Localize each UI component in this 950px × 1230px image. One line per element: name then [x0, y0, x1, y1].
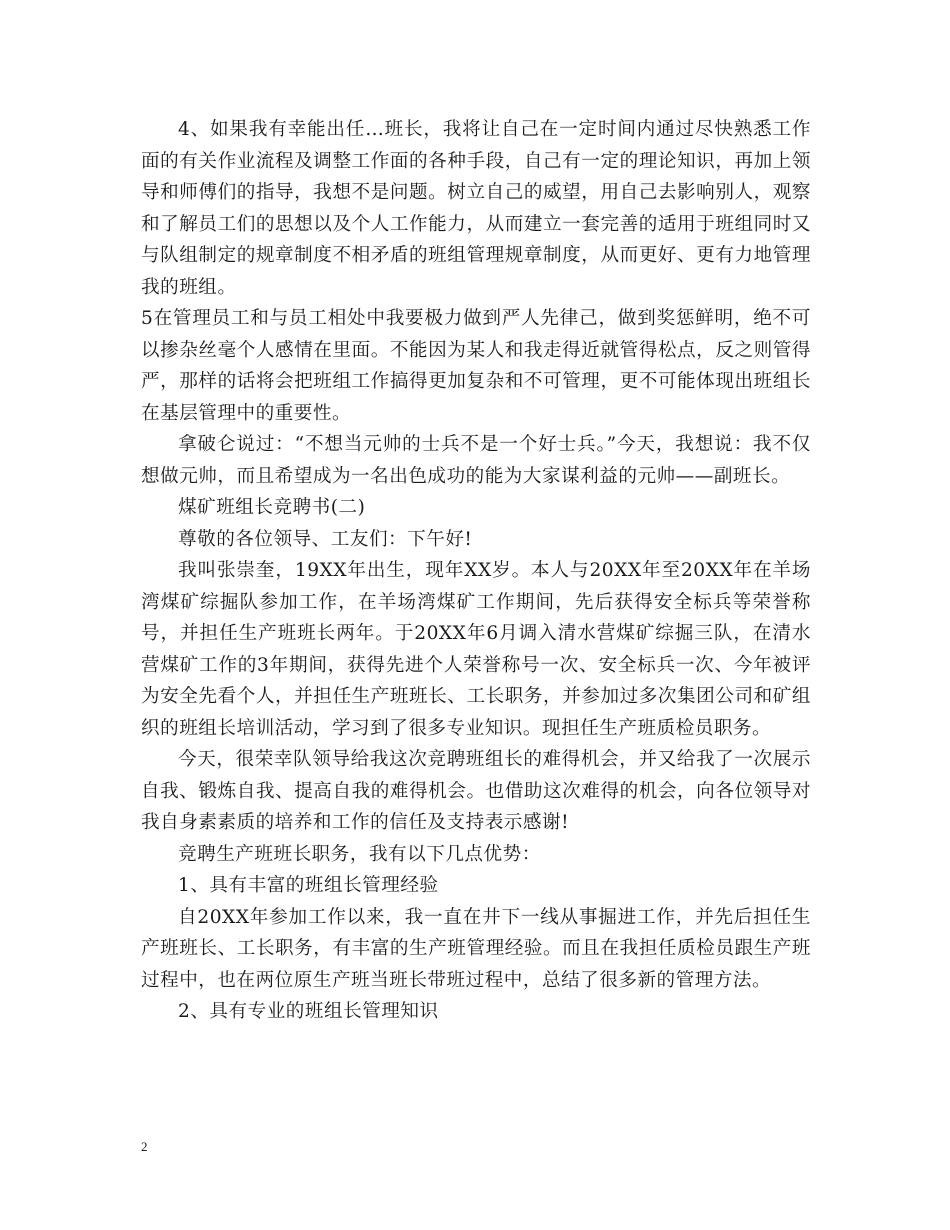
paragraph-2: 5在管理员工和与员工相处中我要极力做到严人先律己，做到奖惩鲜明，绝不可以掺杂丝毫个人感情在里面。不能因为某人和我走得近就管得松点，反之则管得严，那样的话将会把班组工作搞得更加复杂和不可管理，更不可能体现出班组长在基层管理中的重要性。 — [141, 308, 811, 424]
document-body — [141, 114, 811, 1028]
salutation: 尊敬的各位领导、工友们：下午好! — [178, 528, 473, 550]
paragraph-3: 拿破仑说过：“不想当元帅的士兵不是一个好士兵。”今天，我想说：我不仅想做元帅，而且希望成为一名出色成功的能为大家谋利益的元帅——副班长。 — [141, 434, 811, 487]
paragraph-1: 4、如果我有幸能出任…班长，我将让自己在一定时间内通过尽快熟悉工作面的有关作业流程及调整工作面的各种手段，自己有一定的理论知识，再加上领导和师傅们的指导，我想不是问题。树立自己的威望，用自己去影响别人，观察和了解员工们的思想以及个人工作能力，从而建立一套完善的适用于班组同时又与队组制定的规章制度不相矛盾的班组管理规章制度，从而更好、更有力地管理我的班组。 — [141, 119, 811, 298]
page-number: 2 — [141, 1139, 148, 1154]
list-heading-1: 1、具有丰富的班组长管理经验 — [178, 875, 439, 896]
paragraph-7: 今天，很荣幸队领导给我这次竞聘班组长的难得机会，并又给我了一次展示自我、锻炼自我、提高自我的难得机会。也借助这次难得的机会，向各位领导对我自身素素质的培养和工作的信任及支持表示感谢! — [141, 749, 811, 833]
paragraph-10: 自20XX年参加工作以来，我一直在井下一线从事掘进工作，并先后担任生产班班长、工长职务，有丰富的生产班管理经验。而且在我担任质检员跟生产班过程中，也在两位原生产班当班长带班过程中，总结了很多新的管理方法。 — [141, 906, 811, 991]
paragraph-6: 我叫张崇奎，19XX年出生，现年XX岁。本人与20XX年至20XX年在羊场湾煤矿综掘队参加工作，在羊场湾煤矿工作期间，先后获得安全标兵等荣誉称号，并担任生产班班长两年。于20XX年6月调入清水营煤矿综掘三队，在清水营煤矿工作的3年期间，获得先进个人荣誉称号一次、安全标兵一次、今年被评为安全先看个人，并担任生产班班长、工长职务，并参加过多次集团公司和矿组织的班组长培训活动，学习到了很多专业知识。现担任生产班质检员职务。 — [141, 560, 811, 739]
list-heading-2: 2、具有专业的班组长管理知识 — [178, 1001, 439, 1022]
section-heading: 煤矿班组长竞聘书(二) — [178, 497, 366, 518]
paragraph-8: 竞聘生产班班长职务，我有以下几点优势： — [178, 843, 541, 865]
